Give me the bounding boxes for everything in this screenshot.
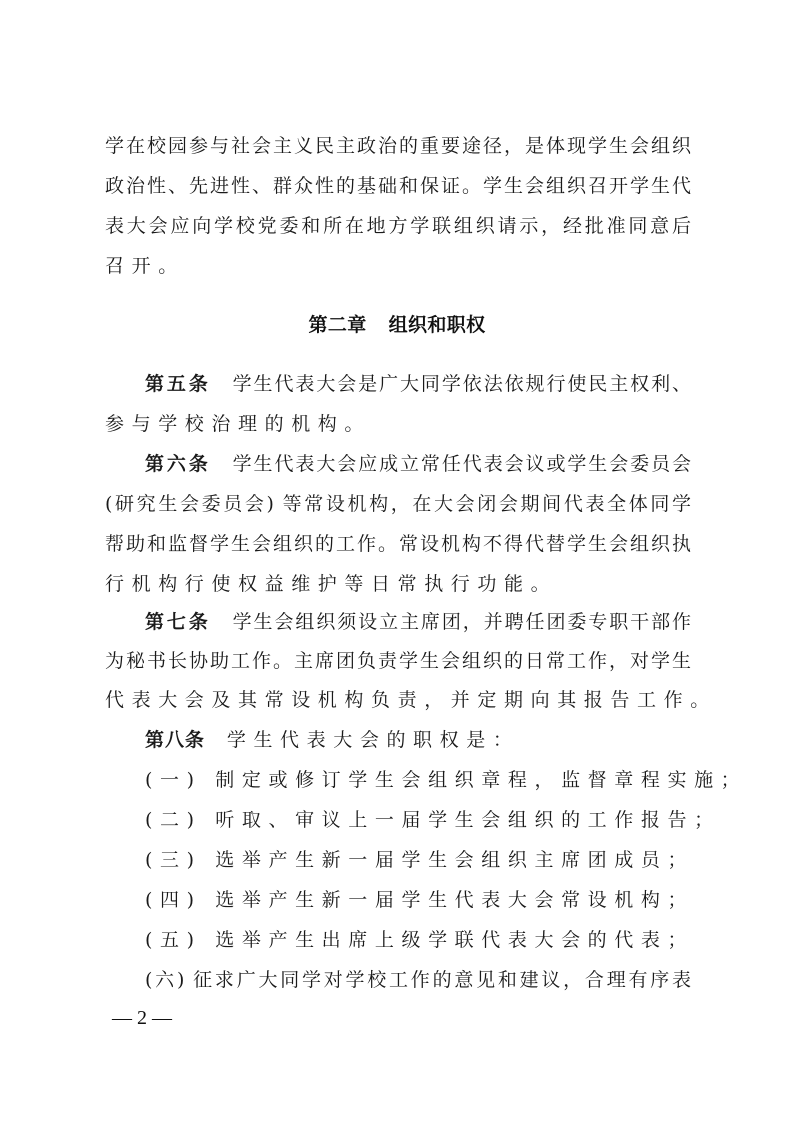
article-text: 学生会组织须设立主席团，并聘任团委专职干部作 xyxy=(232,611,691,633)
article-line: 代表大会及其常设机构负责，并定期向其报告工作。 xyxy=(105,689,717,711)
page-number: — 2 — xyxy=(112,1007,172,1029)
power-item: (五) 选举产生出席上级学联代表大会的代表； xyxy=(145,929,695,951)
intro-line: 表大会应向学校党委和所在地方学联组织请示，经批准同意后 xyxy=(105,215,691,237)
article-6-first-line xyxy=(145,449,691,479)
power-item: (四) 选举产生新一届学生代表大会常设机构； xyxy=(145,889,695,911)
chapter-heading xyxy=(0,310,794,337)
power-item: (二) 听取、审议上一届学生会组织的工作报告； xyxy=(145,809,721,831)
article-line: 行机构行使权益维护等日常执行功能。 xyxy=(105,573,558,595)
article-text: 学生代表大会的职权是： xyxy=(226,729,520,751)
article-line: 帮助和监督学生会组织的工作。常设机构不得代替学生会组织执 xyxy=(105,533,691,555)
article-label: 第五条 xyxy=(145,373,211,395)
intro-line: 政治性、先进性、群众性的基础和保证。学生会组织召开学生代 xyxy=(105,175,691,197)
article-label: 第八条 xyxy=(145,729,205,751)
article-label: 第六条 xyxy=(145,453,211,475)
chapter-number: 第二章 xyxy=(308,314,367,336)
article-7-first-line xyxy=(145,607,691,637)
article-text: 学生代表大会是广大同学依法依规行使民主权利、 xyxy=(232,373,691,395)
article-8-first-line xyxy=(145,725,691,755)
chapter-title: 组织和职权 xyxy=(388,314,486,336)
power-item: (三) 选举产生新一届学生会组织主席团成员； xyxy=(145,849,695,871)
article-text: 学生代表大会应成立常任代表会议或学生会委员会 xyxy=(232,453,691,475)
article-line: 参与学校治理的机构。 xyxy=(105,413,372,435)
article-5-first-line xyxy=(145,369,691,399)
article-line: (研究生会委员会) 等常设机构，在大会闭会期间代表全体同学 xyxy=(105,493,691,515)
article-label: 第七条 xyxy=(145,611,211,633)
power-item: (六) 征求广大同学对学校工作的意见和建议，合理有序表 xyxy=(145,969,691,991)
power-item: (一) 制定或修订学生会组织章程，监督章程实施； xyxy=(145,769,748,791)
article-line: 为秘书长协助工作。主席团负责学生会组织的日常工作，对学生 xyxy=(105,650,691,672)
intro-line: 召开。 xyxy=(105,255,185,277)
intro-line: 学在校园参与社会主义民主政治的重要途径，是体现学生会组织 xyxy=(105,135,691,157)
